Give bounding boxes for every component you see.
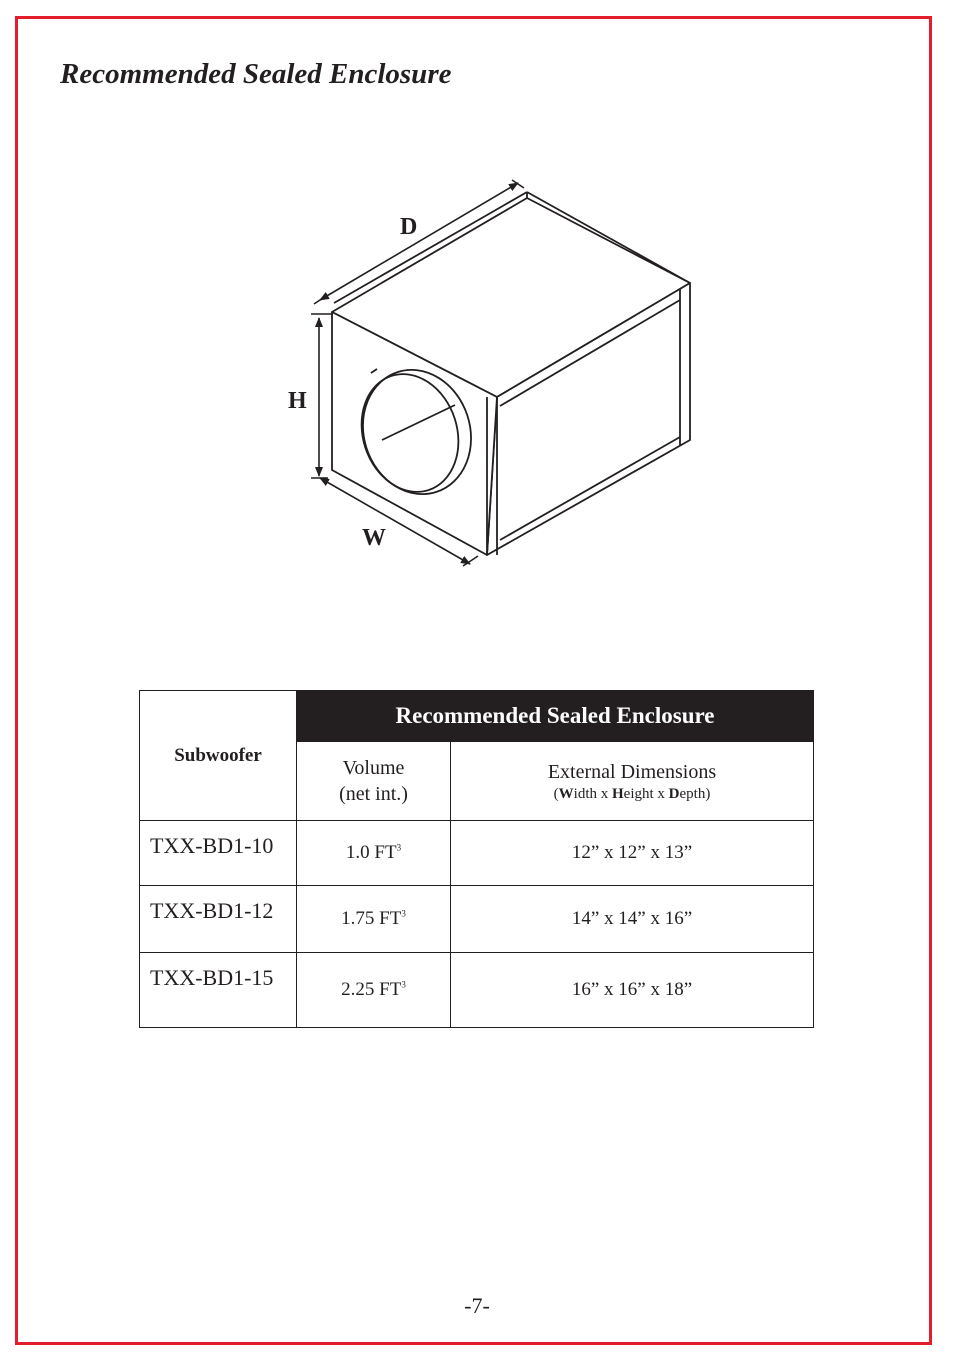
page-title: Recommended Sealed Enclosure	[60, 58, 452, 90]
enclosure-spec-table	[139, 690, 814, 1028]
volume-note: (net int.)	[339, 783, 408, 805]
subwoofer-column-header: Subwoofer	[140, 691, 297, 821]
table-row	[140, 953, 814, 1028]
dimensions-cell: 12” x 12” x 13”	[451, 821, 814, 886]
table-title-band: Recommended Sealed Enclosure	[297, 691, 814, 742]
dimensions-cell: 14” x 14” x 16”	[451, 886, 814, 953]
dimensions-cell: 16” x 16” x 18”	[451, 953, 814, 1028]
dimensions-column-header	[451, 742, 814, 821]
table-row	[140, 821, 814, 886]
volume-cell: 1.75 $FT^3$	[297, 886, 451, 953]
dimensions-note: (Width x Height x Depth)	[553, 786, 711, 802]
dimensions-label: External Dimensions	[547, 761, 717, 783]
model-cell: TXX-BD1-12	[140, 886, 297, 953]
width-label: W	[362, 525, 386, 551]
model-cell: TXX-BD1-10	[140, 821, 297, 886]
page-number: -7-	[464, 1293, 490, 1318]
model-cell: TXX-BD1-15	[140, 953, 297, 1028]
table-row	[140, 886, 814, 953]
volume-cell: 1.0 $FT^3$	[297, 821, 451, 886]
enclosure-diagram	[280, 170, 700, 580]
depth-label: D	[400, 214, 418, 240]
height-label: H	[288, 388, 307, 414]
volume-column-header	[297, 742, 451, 821]
volume-cell: 2.25 $FT^3$	[297, 953, 451, 1028]
volume-label: Volume	[342, 757, 405, 779]
